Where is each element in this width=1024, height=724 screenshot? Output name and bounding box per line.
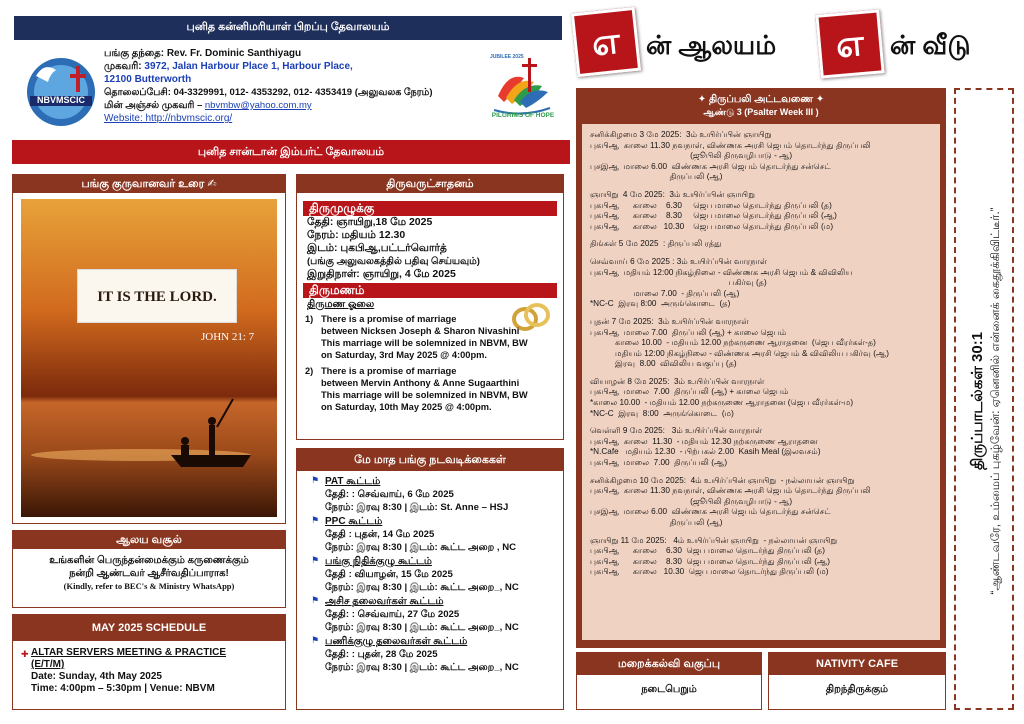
flag-icon: ⚑ <box>311 475 320 485</box>
psalm-ref: திருப்பாடல்கள் 30:1 <box>969 331 986 471</box>
mass-line: *N.Cafe மதியம் 12.30 - பிற்பகல் 2.00 Kasih Meal (இலவசம்) <box>590 447 821 457</box>
mass-schedule-panel <box>576 88 946 648</box>
marriage-1: 1) There is a promise of marriage between Nicksen Joseph & Sharon Nivashini This marriage will be solemnized in NBVM, BW on Saturday, 3rd May 2025 @ 4:00pm. <box>305 314 528 360</box>
mass-line: புகபிஆ மாலை 7.00 திருப்பலி (ஆ) <box>590 458 728 468</box>
website-link[interactable]: Website: http://nbvmscic.org/ <box>104 113 233 124</box>
mass-line: புகபிஆ மதியம் 12:00 நிகழ்நிலை - விண்ணக அரசி ஜெபம் & விவிலிய <box>590 267 853 277</box>
catechism-panel <box>576 652 762 710</box>
mass-line: புகபிஆ காலை 11.30 நவநாள், விண்ணக அரசி ஜெபம் தொடர்ந்து திருப்பலி <box>590 140 871 150</box>
activity-item: ⚑ அசிச தலைவர்கள் கூட்டம் தேதி: : செவ்வாய், 27 மே 2025 நேரம்: இரவு 8:30 | இடம்: கூட்ட அறை_, NC <box>311 595 519 633</box>
activities-list <box>297 471 563 674</box>
mass-line: புகபிஆ மாலை 7.00 திருப்பலி (ஆ) + காலை ஜெபம் <box>590 387 789 397</box>
church-title-bar <box>14 16 562 40</box>
mass-line: சனிக்கிழமை 3 மே 2025: 3ம் உயிர்ப்பின் ஞாயிறு <box>590 130 772 139</box>
mass-line: மாலை 7.00 - திருப்பலி (ஆ) <box>590 288 740 298</box>
mass-line: பகிர்வு (த) <box>590 278 767 288</box>
psalm-box <box>954 88 1014 710</box>
mass-line: திருப்பலி (ஆ) <box>590 172 723 182</box>
flag-icon: ⚑ <box>311 635 320 645</box>
flag-icon: ⚑ <box>311 595 320 605</box>
parish-info: பங்கு தந்தை: Rev. Fr. Dominic Santhiyagu முகவரி: 3972, Jalan Harbour Place 1, Harbour Place, 12100 Butterworth தொலைப்பேசி: 04-3329991, 012- 4353292, 012- 4353419 (அலுவலக நேரம்) மின் அஞ்சல் முகவரி – nbvmbw@yahoo.com.my Website: http://nbvmscic.org/ <box>104 47 504 125</box>
masthead-word-2: ன் வீடு <box>890 30 971 60</box>
masthead-letter-1: எ <box>571 7 641 77</box>
sacraments-title: திருவருட்சாதனம் <box>297 175 563 193</box>
activities-title: மே மாத பங்கு நடவடிக்கைகள் <box>297 449 563 471</box>
mass-line: புகபிஆ காலை 11.30 - மதியம் 12.30 நற்கருணை ஆராதனை <box>590 436 818 446</box>
mass-line: (ஜூபிலி திருவழிபாடு - ஆ) <box>590 496 793 506</box>
masthead-word-1: ன் ஆலயம் <box>646 30 777 60</box>
lord-image <box>21 199 277 517</box>
catechism-title: மறைக்கல்வி வகுப்பு <box>577 653 761 675</box>
activities-panel <box>296 448 564 710</box>
marriage-2: 2) There is a promise of marriage between Mervin Anthony & Anne Sugaarthini This marriage will be solemnized in NBVM, BW on Saturday, 10th May 2025 @ 4:00pm. <box>305 366 528 412</box>
jubilee-logo: JUBILEE 2025 PILGRIMS OF HOPE <box>490 54 555 119</box>
activity-item: ⚑ PPC கூட்டம் தேதி : புதன், 14 மே 2025 நேரம்: இரவு 8:30 | இடம்: கூட்ட அறை , NC <box>311 515 517 553</box>
church-title: புனித கன்னிமரியாள் பிறப்பு தேவாலயம் <box>186 21 390 33</box>
mass-line: (ஜூபிலி திருவழிபாடு - ஆ) <box>590 151 793 161</box>
mass-line: ஞாயிறு 4 மே 2025: 3ம் உயிர்ப்பின் ஞாயிறு <box>590 189 756 199</box>
mass-line: புகபிஆ மாலை 7.00 திருப்பலி (ஆ) + காலை ஜெபம் <box>590 327 787 337</box>
mass-line: காலை 10.00 - மதியம் 12.00 நற்கருணை ஆராதனை (ஜெப வீரர்கள்-த) <box>590 338 876 348</box>
mass-schedule-body <box>582 124 940 640</box>
mass-schedule-subtitle: ஆண்டு 3 (Psalter Week III ) <box>703 107 819 117</box>
mass-line: புசஇஆ மாலை 6.00 விண்ணக அரசி ஜெபம் தொடர்ந்து சன்செட் <box>590 507 831 517</box>
mass-line: சனிக்கிழமை 10 மே 2025: 4ம் உயிர்ப்பின் ஞாயிறு - நல்லாயன் ஞாயிறு <box>590 475 855 485</box>
nbvm-logo: NBVMSCIC <box>22 52 100 130</box>
mass-line: *NC-C இரவு 8:00 அருங்கொடை (ம) <box>590 408 734 418</box>
marriage-heading: திருமணம் <box>303 283 557 298</box>
phone-line: தொலைப்பேசி: 04-3329991, 012- 4353292, 012- 4353419 (அலுவலக நேரம்) <box>104 87 433 98</box>
mass-line: திங்கள் 5 மே 2025 : திருப்பலி ரத்து <box>590 239 722 249</box>
mass-line: புசஇஆ மாலை 6.00 விண்ணக அரசி ஜெபம் தொடர்ந்து சன்செட் <box>590 161 831 171</box>
mass-line: புகபிஆ காலை 10.30 ஜெப மாலை தொடர்ந்து திருப்பலி (ம) <box>590 567 829 577</box>
catechism-status: நடைபெறும் <box>641 684 697 695</box>
parish-priest: Rev. Fr. Dominic Santhiyagu <box>166 48 302 59</box>
mass-line: வெள்ளி 9 மே 2025: 3ம் உயிர்ப்பின் வாரநாள் <box>590 426 763 436</box>
activity-item: ⚑ பணிக்குழு தலைவர்கள் கூட்டம் தேதி: : புதன், 28 மே 2025 நேரம்: இரவு 8:30 | இடம்: கூட்ட அறை_, NC <box>311 635 519 673</box>
cafe-panel <box>768 652 946 710</box>
donation-panel: ஆலய வசூல் உங்களின் பெருந்தன்மைக்கும் கருணைக்கும் நன்றி ஆண்டவர் ஆசீர்வதிப்பாராக! (Kindly, refer to BEC's & Ministry WhatsApp) <box>12 530 286 608</box>
mass-day-block <box>590 130 934 183</box>
email-link[interactable]: nbvmbw@yahoo.com.my <box>204 100 312 111</box>
mass-day-block <box>590 476 934 529</box>
mass-line: புகபிஆ காலை 11.30 நவநாள், விண்ணக அரசி ஜெபம் தொடர்ந்து திருப்பலி <box>590 486 871 496</box>
mass-line: *காலை 10.00 - மதியம் 12.00 நற்கருணை ஆராதனை (ஜெப வீரர்கள்-ம) <box>590 398 854 408</box>
mass-day-block <box>590 257 934 310</box>
mass-line: வியாழன் 8 மே 2025: 3ம் உயிர்ப்பின் வாரநாள் <box>590 376 765 386</box>
flag-icon: ⚑ <box>311 555 320 565</box>
mass-day-block <box>590 317 934 370</box>
mass-day-block <box>590 426 934 468</box>
flag-icon: ⚑ <box>311 515 320 525</box>
image-caption: IT IS THE LORD. <box>77 269 237 323</box>
mass-line: திருப்பலி (ஆ) <box>590 518 723 527</box>
mass-day-block <box>590 190 934 232</box>
mass-line: புகபிஆ காலை 8.30 ஜெப மாலை தொடர்ந்து திருப்பலி (ஆ) <box>590 556 831 566</box>
schedule-panel: MAY 2025 SCHEDULE ✚ ALTAR SERVERS MEETING & PRACTICE (E/T/M) Date: Sunday, 4th May 2025 Time: 4:00pm – 5:30pm | Venue: NBVM <box>12 614 286 710</box>
mass-line: மதியம் 12:00 நிகழ்நிலை - விண்ணக அரசி ஜெபம் & விவிலிய பகிர்வு (ஆ) <box>590 348 890 358</box>
mass-day-block <box>590 377 934 419</box>
psalm-text: “ஆண்டவரே, உம்மைப் புகழ்வேன்: ஏனெனில் என்னைக் கைதூக்கிவிட்டீர்.” <box>990 207 1002 595</box>
mass-line: புகபிஆ காலை 10.30 ஜெப மாலை தொடர்ந்து திருப்பலி (ம) <box>590 221 834 231</box>
mass-line: *NC-C இரவு 8:00 அருங்கொடை (த) <box>590 299 731 309</box>
mass-line: செவ்வாய் 6 மே 2025 : 3ம் உயிர்ப்பின் வாரநாள் <box>590 256 768 266</box>
activity-item: ⚑ பங்கு நிதிக்குழு கூட்டம் தேதி : வியாழன், 15 மே 2025 நேரம்: இரவு 8:30 | இடம்: கூட்ட அறை_, NC <box>311 555 519 593</box>
masthead-letter-2: எ <box>815 9 884 78</box>
baptism-heading: திருமுழுக்கு <box>303 201 557 216</box>
pastor-message-title: பங்கு குருவானவர் உரை ✍ <box>13 175 285 193</box>
mass-line: புகபிஆ காலை 8.30 ஜெப மாலை தொடர்ந்து திருப்பலி (ஆ) <box>590 211 837 221</box>
activity-item: ⚑ PAT கூட்டம் தேதி: : செவ்வாய், 6 மே 2025 நேரம்: இரவு 8:30 | இடம்: St. Anne – HSJ <box>311 475 509 513</box>
mass-schedule-title: ✦ திருப்பலி அட்டவணை ✦ <box>697 94 825 105</box>
sacraments-panel: திருவருட்சாதனம் திருமுழுக்கு தேதி: ஞாயிறு,18 மே 2025 நேரம்: மதியம் 12.30 இடம்: புகபிஆ,பட்டர்வொர்த் (பங்கு அலுவலகத்தில் பதிவு செய்யவும்) இறுதிநாள்: ஞாயிறு, 4 மே 2025 திருமணம் திருமண ஓலை 1) There is a promise of marriage between Nicksen Joseph & Sharon Nivashini This marriage will be solemnized in NBVM, BW on Saturday, 3rd May 2025 @ 4:00pm. 2) There is a promise of marriage between Mervin Anthony & Anne Sugaarthini This marriage will be solemnized in NBVM, BW on Saturday, 10th May 2025 @ 4:00pm. <box>296 174 564 440</box>
schedule-title: MAY 2025 SCHEDULE <box>13 615 285 641</box>
mass-day-block <box>590 239 934 250</box>
mass-line: புகபிஆ காலை 6.30 ஜெப மாலை தொடர்ந்து திருப்பலி (த) <box>590 546 825 556</box>
cafe-status: திறந்திருக்கும் <box>825 684 889 695</box>
mass-line: புதன் 7 மே 2025: 3ம் உயிர்ப்பின் வாரநாள் <box>590 316 749 326</box>
pastor-message-panel <box>12 174 286 524</box>
mass-line: இரவு 8.00 விவிலிய வகுப்பு (த) <box>590 359 737 369</box>
second-church-bar: புனித சான்டான் இம்பர்ட் தேவாலயம் <box>12 140 570 164</box>
cafe-title: NATIVITY CAFE <box>769 653 945 675</box>
donation-title: ஆலய வசூல் <box>13 531 285 549</box>
mass-line: ஞாயிறு 11 மே 2025: 4ம் உயிர்ப்பின் ஞாயிறு - நல்லாயன் ஞாயிறு <box>590 535 838 545</box>
mass-day-block <box>590 536 934 578</box>
bullet-icon: ✚ <box>21 649 29 659</box>
mass-line: புகபிஆ காலை 6.30 ஜெப மாலை தொடர்ந்து திருப்பலி (த) <box>590 200 832 210</box>
image-verse: JOHN 21: 7 <box>201 331 255 343</box>
boat-silhouette <box>21 379 277 517</box>
